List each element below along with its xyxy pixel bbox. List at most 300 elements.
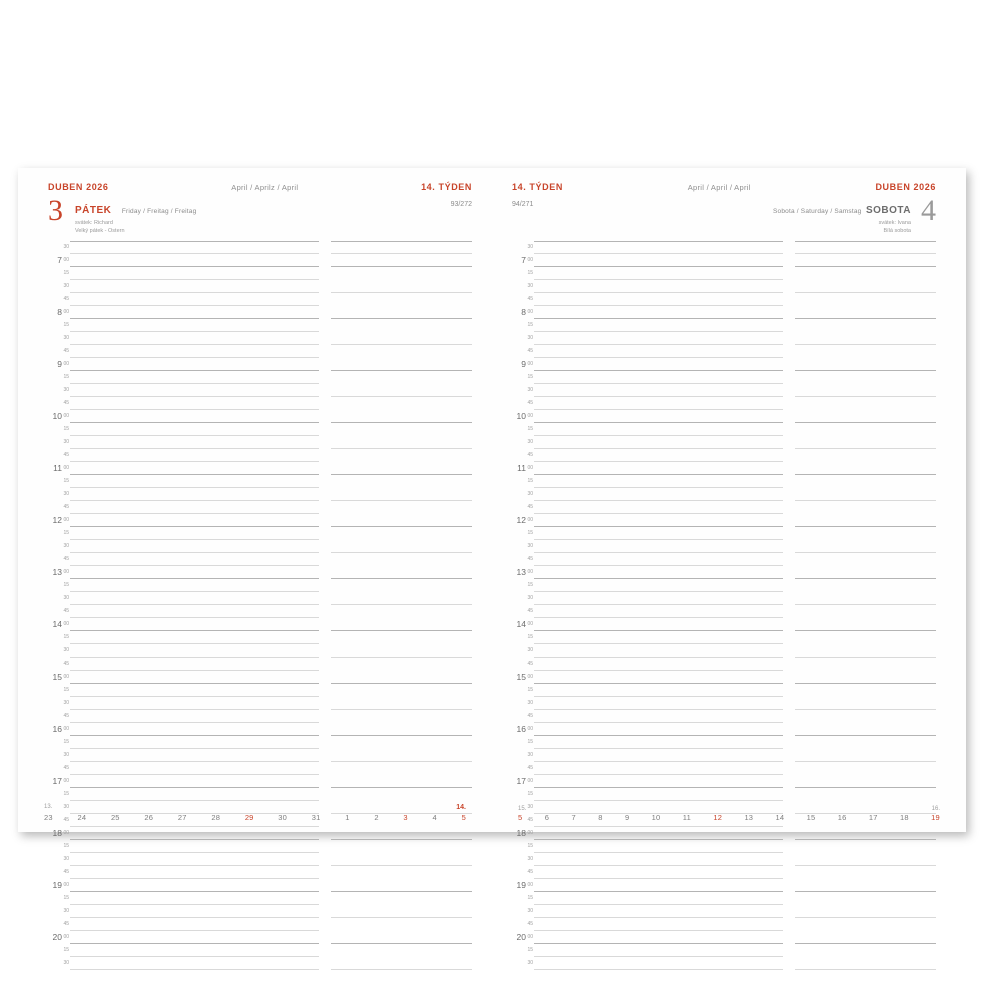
time-row-writing-area[interactable]	[534, 358, 936, 371]
appointment-line[interactable]	[534, 345, 783, 358]
notes-line[interactable]	[331, 553, 472, 566]
appointment-line[interactable]	[534, 579, 783, 592]
time-row[interactable]	[512, 736, 936, 749]
notes-line[interactable]	[795, 918, 936, 931]
notes-line[interactable]	[331, 592, 472, 605]
time-row-writing-area[interactable]	[70, 827, 472, 840]
time-row[interactable]	[512, 358, 936, 371]
appointment-line[interactable]	[534, 827, 783, 840]
notes-line[interactable]	[795, 762, 936, 775]
appointment-line[interactable]	[70, 736, 319, 749]
time-row-writing-area[interactable]	[534, 944, 936, 957]
appointment-line[interactable]	[534, 475, 783, 488]
notes-line[interactable]	[331, 254, 472, 267]
notes-line[interactable]	[331, 879, 472, 892]
appointment-line[interactable]	[534, 892, 783, 905]
notes-line[interactable]	[795, 332, 936, 345]
notes-line[interactable]	[795, 710, 936, 723]
notes-line[interactable]	[331, 397, 472, 410]
time-row[interactable]	[48, 879, 472, 892]
time-row-writing-area[interactable]	[534, 840, 936, 853]
time-row[interactable]	[512, 762, 936, 775]
notes-line[interactable]	[331, 723, 472, 736]
notes-line[interactable]	[331, 527, 472, 540]
appointment-line[interactable]	[70, 788, 319, 801]
time-row-writing-area[interactable]	[70, 658, 472, 671]
time-row[interactable]	[48, 944, 472, 957]
time-row-writing-area[interactable]	[70, 775, 472, 788]
appointment-line[interactable]	[70, 423, 319, 436]
appointment-line[interactable]	[70, 644, 319, 657]
notes-line[interactable]	[331, 931, 472, 944]
appointment-line[interactable]	[70, 697, 319, 710]
time-row-writing-area[interactable]	[534, 631, 936, 644]
notes-line[interactable]	[331, 762, 472, 775]
time-row[interactable]	[48, 488, 472, 501]
time-row[interactable]	[48, 358, 472, 371]
appointment-line[interactable]	[70, 241, 319, 254]
time-row-writing-area[interactable]	[70, 488, 472, 501]
notes-line[interactable]	[795, 736, 936, 749]
notes-line[interactable]	[795, 840, 936, 853]
notes-line[interactable]	[331, 644, 472, 657]
time-row[interactable]	[48, 449, 472, 462]
time-row-writing-area[interactable]	[70, 631, 472, 644]
time-row-writing-area[interactable]	[70, 254, 472, 267]
appointment-line[interactable]	[534, 319, 783, 332]
time-row-writing-area[interactable]	[70, 618, 472, 631]
appointment-line[interactable]	[70, 267, 319, 280]
appointment-line[interactable]	[534, 241, 783, 254]
time-row[interactable]	[512, 918, 936, 931]
right-strip-days[interactable]	[518, 813, 940, 822]
appointment-line[interactable]	[534, 905, 783, 918]
notes-line[interactable]	[331, 736, 472, 749]
appointment-line[interactable]	[70, 671, 319, 684]
appointment-line[interactable]	[534, 918, 783, 931]
notes-line[interactable]	[331, 749, 472, 762]
appointment-line[interactable]	[534, 840, 783, 853]
time-row[interactable]	[512, 671, 936, 684]
appointment-line[interactable]	[70, 553, 319, 566]
notes-line[interactable]	[331, 905, 472, 918]
notes-line[interactable]	[795, 684, 936, 697]
appointment-line[interactable]	[534, 553, 783, 566]
time-row[interactable]	[512, 540, 936, 553]
time-row-writing-area[interactable]	[70, 905, 472, 918]
notes-line[interactable]	[795, 631, 936, 644]
appointment-line[interactable]	[70, 579, 319, 592]
appointment-line[interactable]	[534, 723, 783, 736]
time-row[interactable]	[48, 684, 472, 697]
notes-line[interactable]	[331, 293, 472, 306]
time-row[interactable]	[512, 788, 936, 801]
time-row-writing-area[interactable]	[70, 358, 472, 371]
appointment-line[interactable]	[70, 280, 319, 293]
time-row-writing-area[interactable]	[534, 592, 936, 605]
time-row-writing-area[interactable]	[534, 332, 936, 345]
time-row-writing-area[interactable]	[70, 853, 472, 866]
notes-line[interactable]	[331, 775, 472, 788]
notes-line[interactable]	[331, 853, 472, 866]
time-row-writing-area[interactable]	[534, 762, 936, 775]
notes-line[interactable]	[795, 488, 936, 501]
left-time-grid[interactable]	[48, 241, 472, 970]
appointment-line[interactable]	[70, 931, 319, 944]
time-row[interactable]	[48, 241, 472, 254]
appointment-line[interactable]	[70, 436, 319, 449]
appointment-line[interactable]	[70, 605, 319, 618]
notes-line[interactable]	[795, 749, 936, 762]
time-row-writing-area[interactable]	[534, 280, 936, 293]
strip-day[interactable]: 16	[837, 813, 847, 822]
time-row-writing-area[interactable]	[534, 671, 936, 684]
time-row[interactable]	[512, 618, 936, 631]
time-row-writing-area[interactable]	[534, 566, 936, 579]
time-row[interactable]	[512, 605, 936, 618]
time-row-writing-area[interactable]	[534, 553, 936, 566]
strip-day[interactable]: 27	[177, 813, 187, 822]
time-row[interactable]	[512, 644, 936, 657]
appointment-line[interactable]	[534, 644, 783, 657]
time-row-writing-area[interactable]	[70, 840, 472, 853]
appointment-line[interactable]	[70, 332, 319, 345]
notes-line[interactable]	[331, 540, 472, 553]
notes-line[interactable]	[795, 697, 936, 710]
time-row-writing-area[interactable]	[70, 918, 472, 931]
notes-line[interactable]	[795, 592, 936, 605]
notes-line[interactable]	[331, 566, 472, 579]
time-row-writing-area[interactable]	[70, 319, 472, 332]
time-row[interactable]	[512, 892, 936, 905]
appointment-line[interactable]	[534, 605, 783, 618]
time-row-writing-area[interactable]	[70, 527, 472, 540]
time-row-writing-area[interactable]	[534, 710, 936, 723]
time-row[interactable]	[512, 723, 936, 736]
appointment-line[interactable]	[534, 736, 783, 749]
time-row-writing-area[interactable]	[70, 306, 472, 319]
time-row[interactable]	[48, 514, 472, 527]
time-row[interactable]	[48, 254, 472, 267]
time-row-writing-area[interactable]	[534, 306, 936, 319]
time-row-writing-area[interactable]	[70, 788, 472, 801]
notes-line[interactable]	[331, 866, 472, 879]
notes-line[interactable]	[331, 241, 472, 254]
notes-line[interactable]	[331, 892, 472, 905]
notes-line[interactable]	[795, 658, 936, 671]
appointment-line[interactable]	[70, 358, 319, 371]
notes-line[interactable]	[795, 319, 936, 332]
time-row[interactable]	[512, 332, 936, 345]
strip-day[interactable]: 18	[899, 813, 909, 822]
appointment-line[interactable]	[70, 501, 319, 514]
time-row-writing-area[interactable]	[534, 488, 936, 501]
notes-line[interactable]	[795, 618, 936, 631]
time-row[interactable]	[512, 384, 936, 397]
strip-day[interactable]: 2	[374, 813, 379, 822]
appointment-line[interactable]	[534, 371, 783, 384]
notes-line[interactable]	[331, 280, 472, 293]
time-row[interactable]	[512, 879, 936, 892]
notes-line[interactable]	[795, 462, 936, 475]
appointment-line[interactable]	[534, 853, 783, 866]
time-row-writing-area[interactable]	[70, 410, 472, 423]
time-row-writing-area[interactable]	[70, 475, 472, 488]
strip-day[interactable]: 31	[311, 813, 321, 822]
time-row[interactable]	[512, 371, 936, 384]
notes-line[interactable]	[795, 254, 936, 267]
notes-line[interactable]	[795, 566, 936, 579]
notes-line[interactable]	[795, 931, 936, 944]
notes-line[interactable]	[795, 397, 936, 410]
notes-line[interactable]	[331, 371, 472, 384]
notes-line[interactable]	[795, 944, 936, 957]
time-row-writing-area[interactable]	[70, 944, 472, 957]
time-row[interactable]	[48, 775, 472, 788]
appointment-line[interactable]	[70, 319, 319, 332]
time-row-writing-area[interactable]	[534, 579, 936, 592]
appointment-line[interactable]	[70, 957, 319, 970]
time-row-writing-area[interactable]	[534, 319, 936, 332]
notes-line[interactable]	[331, 462, 472, 475]
time-row[interactable]	[48, 931, 472, 944]
time-row-writing-area[interactable]	[70, 723, 472, 736]
time-row-writing-area[interactable]	[70, 866, 472, 879]
time-row[interactable]	[512, 827, 936, 840]
time-row-writing-area[interactable]	[70, 605, 472, 618]
time-row-writing-area[interactable]	[70, 371, 472, 384]
time-row[interactable]	[512, 423, 936, 436]
appointment-line[interactable]	[534, 280, 783, 293]
notes-line[interactable]	[331, 631, 472, 644]
appointment-line[interactable]	[534, 879, 783, 892]
appointment-line[interactable]	[534, 566, 783, 579]
time-row-writing-area[interactable]	[70, 501, 472, 514]
strip-day[interactable]: 29	[244, 813, 254, 822]
time-row-writing-area[interactable]	[534, 931, 936, 944]
time-row-writing-area[interactable]	[534, 775, 936, 788]
time-row[interactable]	[48, 788, 472, 801]
time-row-writing-area[interactable]	[70, 293, 472, 306]
appointment-line[interactable]	[70, 658, 319, 671]
notes-line[interactable]	[795, 553, 936, 566]
strip-day[interactable]: 26	[144, 813, 154, 822]
notes-line[interactable]	[331, 684, 472, 697]
time-row[interactable]	[48, 840, 472, 853]
time-row-writing-area[interactable]	[70, 397, 472, 410]
right-time-grid[interactable]	[512, 241, 936, 970]
time-row-writing-area[interactable]	[534, 540, 936, 553]
time-row-writing-area[interactable]	[534, 397, 936, 410]
appointment-line[interactable]	[70, 371, 319, 384]
appointment-line[interactable]	[70, 840, 319, 853]
strip-day[interactable]: 5	[518, 813, 523, 822]
time-row[interactable]	[48, 866, 472, 879]
time-row[interactable]	[48, 423, 472, 436]
appointment-line[interactable]	[70, 462, 319, 475]
appointment-line[interactable]	[534, 501, 783, 514]
appointment-line[interactable]	[70, 710, 319, 723]
time-row-writing-area[interactable]	[70, 241, 472, 254]
appointment-line[interactable]	[70, 618, 319, 631]
notes-line[interactable]	[331, 449, 472, 462]
appointment-line[interactable]	[534, 762, 783, 775]
strip-day[interactable]: 8	[598, 813, 603, 822]
time-row[interactable]	[512, 280, 936, 293]
time-row[interactable]	[512, 592, 936, 605]
appointment-line[interactable]	[70, 592, 319, 605]
time-row[interactable]	[48, 462, 472, 475]
time-row[interactable]	[48, 671, 472, 684]
time-row[interactable]	[48, 566, 472, 579]
time-row-writing-area[interactable]	[70, 892, 472, 905]
time-row-writing-area[interactable]	[70, 332, 472, 345]
left-strip-days[interactable]	[44, 813, 466, 822]
time-row-writing-area[interactable]	[70, 423, 472, 436]
time-row[interactable]	[48, 644, 472, 657]
notes-line[interactable]	[331, 475, 472, 488]
appointment-line[interactable]	[70, 384, 319, 397]
time-row-writing-area[interactable]	[534, 853, 936, 866]
appointment-line[interactable]	[70, 293, 319, 306]
notes-line[interactable]	[795, 853, 936, 866]
time-row-writing-area[interactable]	[70, 710, 472, 723]
strip-day[interactable]: 1	[345, 813, 350, 822]
time-row[interactable]	[512, 944, 936, 957]
time-row[interactable]	[48, 658, 472, 671]
time-row[interactable]	[48, 905, 472, 918]
notes-line[interactable]	[331, 514, 472, 527]
notes-line[interactable]	[795, 306, 936, 319]
time-row[interactable]	[48, 918, 472, 931]
time-row[interactable]	[48, 892, 472, 905]
strip-day[interactable]: 4	[432, 813, 437, 822]
time-row-writing-area[interactable]	[70, 540, 472, 553]
time-row-writing-area[interactable]	[534, 723, 936, 736]
notes-line[interactable]	[331, 410, 472, 423]
notes-line[interactable]	[795, 514, 936, 527]
strip-day[interactable]: 19	[931, 813, 940, 822]
strip-day[interactable]: 15	[806, 813, 816, 822]
appointment-line[interactable]	[70, 944, 319, 957]
notes-line[interactable]	[795, 605, 936, 618]
time-row[interactable]	[48, 345, 472, 358]
time-row[interactable]	[48, 631, 472, 644]
appointment-line[interactable]	[534, 267, 783, 280]
notes-line[interactable]	[331, 788, 472, 801]
time-row[interactable]	[48, 280, 472, 293]
time-row-writing-area[interactable]	[534, 527, 936, 540]
appointment-line[interactable]	[70, 527, 319, 540]
time-row[interactable]	[48, 762, 472, 775]
time-row[interactable]	[512, 449, 936, 462]
time-row-writing-area[interactable]	[534, 254, 936, 267]
notes-line[interactable]	[331, 957, 472, 970]
appointment-line[interactable]	[534, 944, 783, 957]
time-row[interactable]	[48, 501, 472, 514]
time-row[interactable]	[512, 345, 936, 358]
appointment-line[interactable]	[534, 540, 783, 553]
notes-line[interactable]	[331, 319, 472, 332]
time-row[interactable]	[512, 267, 936, 280]
notes-line[interactable]	[795, 723, 936, 736]
time-row-writing-area[interactable]	[534, 658, 936, 671]
appointment-line[interactable]	[70, 853, 319, 866]
appointment-line[interactable]	[70, 410, 319, 423]
time-row-writing-area[interactable]	[534, 684, 936, 697]
appointment-line[interactable]	[70, 762, 319, 775]
time-row-writing-area[interactable]	[534, 514, 936, 527]
time-row-writing-area[interactable]	[70, 345, 472, 358]
notes-line[interactable]	[331, 488, 472, 501]
time-row[interactable]	[48, 605, 472, 618]
strip-day[interactable]: 3	[403, 813, 408, 822]
time-row-writing-area[interactable]	[534, 293, 936, 306]
time-row-writing-area[interactable]	[70, 592, 472, 605]
time-row-writing-area[interactable]	[534, 892, 936, 905]
time-row[interactable]	[48, 710, 472, 723]
time-row[interactable]	[48, 332, 472, 345]
notes-line[interactable]	[795, 345, 936, 358]
strip-day[interactable]: 11	[682, 813, 691, 822]
strip-day[interactable]: 23	[44, 813, 53, 822]
time-row[interactable]	[48, 736, 472, 749]
time-row[interactable]	[48, 553, 472, 566]
time-row[interactable]	[48, 957, 472, 970]
notes-line[interactable]	[795, 775, 936, 788]
appointment-line[interactable]	[534, 410, 783, 423]
time-row-writing-area[interactable]	[534, 827, 936, 840]
notes-line[interactable]	[331, 671, 472, 684]
notes-line[interactable]	[795, 957, 936, 970]
time-row-writing-area[interactable]	[534, 449, 936, 462]
appointment-line[interactable]	[534, 436, 783, 449]
time-row[interactable]	[48, 527, 472, 540]
time-row[interactable]	[512, 319, 936, 332]
appointment-line[interactable]	[534, 866, 783, 879]
appointment-line[interactable]	[70, 345, 319, 358]
appointment-line[interactable]	[534, 527, 783, 540]
time-row[interactable]	[512, 840, 936, 853]
notes-line[interactable]	[795, 384, 936, 397]
notes-line[interactable]	[795, 293, 936, 306]
time-row-writing-area[interactable]	[70, 762, 472, 775]
time-row[interactable]	[512, 697, 936, 710]
time-row[interactable]	[512, 306, 936, 319]
time-row[interactable]	[48, 723, 472, 736]
appointment-line[interactable]	[534, 631, 783, 644]
time-row[interactable]	[512, 501, 936, 514]
time-row[interactable]	[48, 436, 472, 449]
time-row-writing-area[interactable]	[534, 905, 936, 918]
appointment-line[interactable]	[70, 631, 319, 644]
notes-line[interactable]	[795, 827, 936, 840]
strip-day[interactable]: 10	[651, 813, 661, 822]
time-row[interactable]	[512, 710, 936, 723]
time-row[interactable]	[48, 371, 472, 384]
time-row-writing-area[interactable]	[534, 345, 936, 358]
appointment-line[interactable]	[534, 697, 783, 710]
appointment-line[interactable]	[70, 514, 319, 527]
time-row[interactable]	[48, 749, 472, 762]
notes-line[interactable]	[795, 410, 936, 423]
notes-line[interactable]	[331, 710, 472, 723]
time-row[interactable]	[512, 436, 936, 449]
time-row-writing-area[interactable]	[70, 462, 472, 475]
appointment-line[interactable]	[70, 775, 319, 788]
time-row-writing-area[interactable]	[70, 579, 472, 592]
appointment-line[interactable]	[70, 449, 319, 462]
